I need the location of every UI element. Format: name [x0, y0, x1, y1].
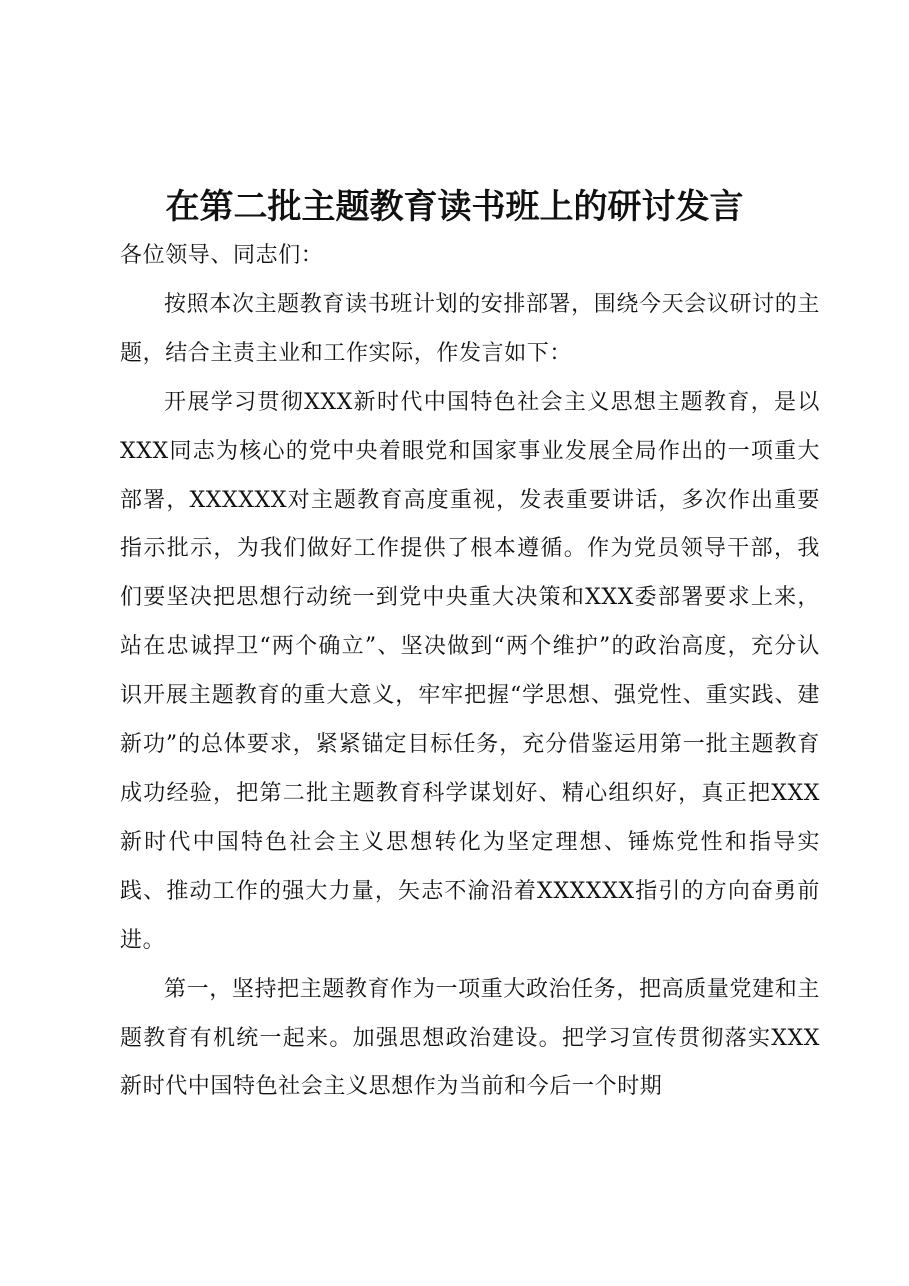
document-body: [120, 232, 820, 1112]
paragraph-intro: 按照本次主题教育读书班计划的安排部署，围绕今天会议研讨的主题，结合主责主业和工作实际，作发言如下：: [120, 291, 820, 366]
salutation: 各位领导、同志们：: [120, 243, 324, 268]
paragraph-first-point: 第一，坚持把主题教育作为一项重大政治任务，把高质量党建和主题教育有机统一起来。加强思想政治建设。把学习宣传贯彻落实XXX新时代中国特色社会主义思想作为当前和今后一个时期: [120, 976, 820, 1100]
paragraph-significance: 开展学习贯彻XXX新时代中国特色社会主义思想主题教育，是以XXX同志为核心的党中央着眼党和国家事业发展全局作出的一项重大部署，XXXXXX对主题教育高度重视，发表重要讲话，多次作出重要指示批示，为我们做好工作提供了根本遵循。作为党员领导干部，我们要坚决把思想行动统一到党中央重大决策和XXX委部署要求上来，站在忠诚捍卫“两个确立”、坚决做到“两个维护”的政治高度，充分认识开展主题教育的重大意义，牢牢把握“学思想、强党性、重实践、建新功”的总体要求，紧紧锚定目标任务，充分借鉴运用第一批主题教育成功经验，把第二批主题教育科学谋划好、精心组织好，真正把XXX新时代中国特色社会主义思想转化为坚定理想、锤炼党性和指导实践、推动工作的强大力量，矢志不渝沿着XXXXXX指引的方向奋勇前进。: [120, 389, 820, 953]
document-title: 在第二批主题教育读书班上的研讨发言: [165, 187, 744, 227]
